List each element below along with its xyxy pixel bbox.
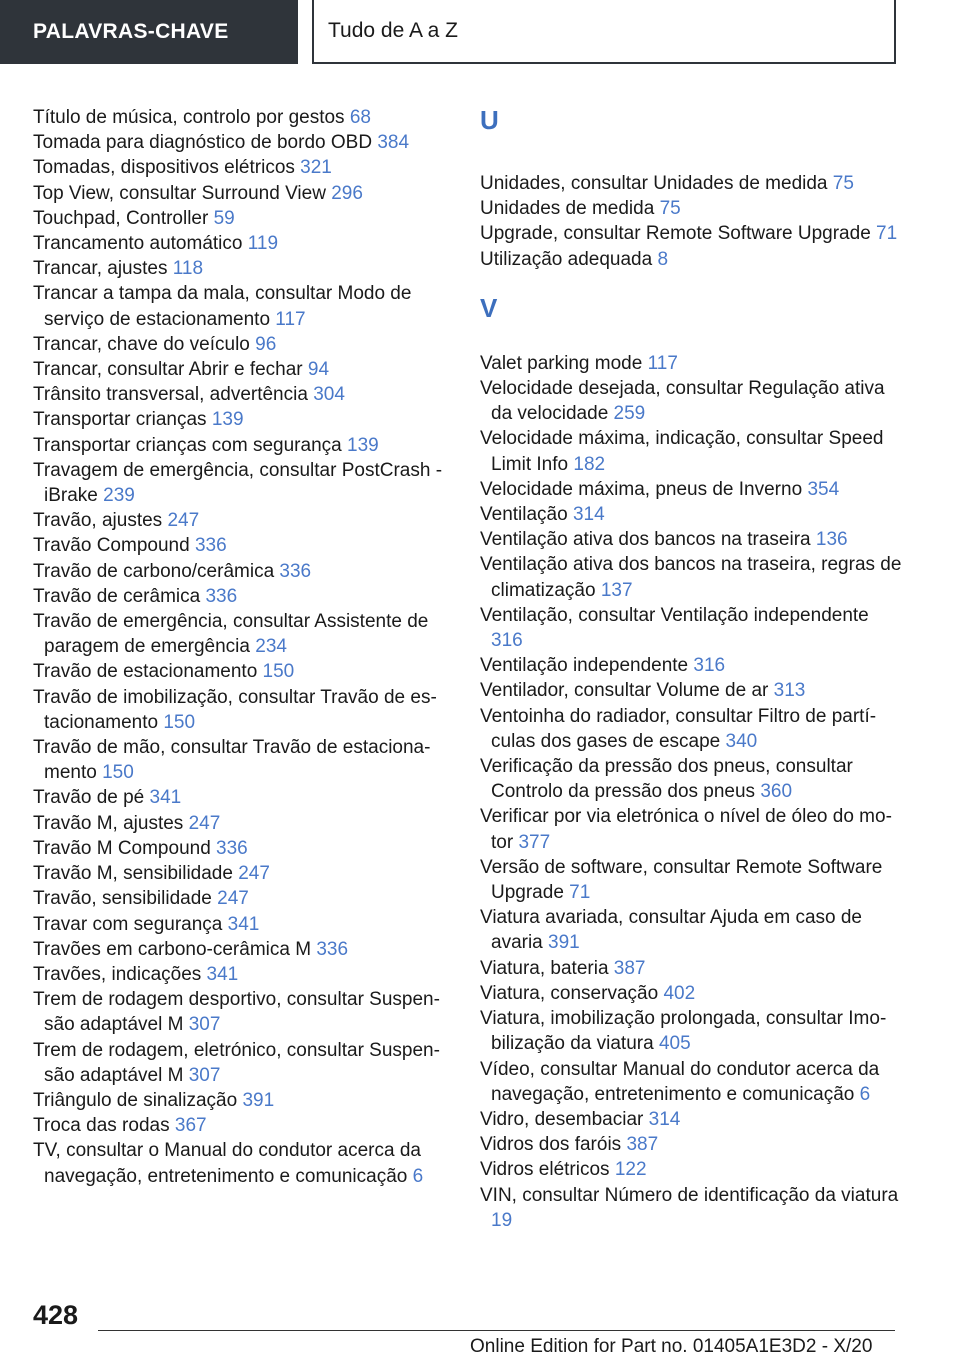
index-entry bbox=[33, 256, 453, 281]
index-entry bbox=[33, 811, 453, 836]
index-column-left bbox=[33, 105, 453, 1189]
index-entry bbox=[480, 351, 905, 376]
index-entry bbox=[33, 836, 453, 861]
index-entry-text: Velocidade máxima, pneus de Inverno bbox=[480, 478, 803, 500]
index-entry bbox=[480, 376, 905, 426]
index-entry bbox=[33, 1088, 453, 1113]
index-entry-text: Ventilador, consultar Volume de ar bbox=[480, 680, 769, 702]
index-entry-text: Versão de software, consultar Remote Software Upgrade bbox=[480, 856, 883, 904]
index-entry-text: Travão, ajustes bbox=[33, 510, 163, 532]
index-entry-text: Travão de imobilização, consultar Travão de estacionamento bbox=[33, 686, 437, 733]
index-entry bbox=[33, 231, 453, 256]
index-entry-text: Vidros dos faróis bbox=[480, 1134, 622, 1156]
index-entry-text: Travão M, ajustes bbox=[33, 812, 184, 834]
page-header bbox=[0, 0, 960, 66]
index-entry bbox=[33, 206, 453, 231]
index-entry-text: TV, consultar o Manual do condutor acerca da navegação, entretenimento e comunicação bbox=[33, 1140, 421, 1187]
page-reference-link[interactable]: 117 bbox=[275, 308, 306, 330]
index-entry-text: Verificação da pressão dos pneus, consultar Controlo da pressão dos pneus bbox=[480, 756, 853, 803]
index-entry bbox=[480, 1057, 905, 1107]
footer-rule bbox=[98, 1330, 895, 1331]
page-reference-link[interactable]: 336 bbox=[194, 535, 227, 557]
page-reference-link[interactable]: 321 bbox=[300, 157, 332, 179]
page-reference-link[interactable]: 150 bbox=[262, 661, 295, 683]
index-entry-text: Ventoinha do radiador, consultar Filtro de partículas dos gases de escape bbox=[480, 705, 877, 752]
index-entry-text: Viatura avariada, consultar Ajuda em caso de avaria bbox=[480, 907, 862, 954]
index-entry-text: Ventilação bbox=[480, 504, 568, 526]
index-entry-text: Trem de rodagem desportivo, consultar Suspensão adaptável M bbox=[33, 989, 440, 1036]
page-reference-link[interactable]: 377 bbox=[518, 831, 551, 853]
index-entry-text: Travão de estacionamento bbox=[33, 661, 258, 683]
index-entry-text: Tomada para diagnóstico de bordo OBD bbox=[33, 132, 373, 154]
index-entry-text: Trancar, chave do veículo bbox=[33, 333, 250, 355]
index-entry-text: Trancar a tampa da mala, consultar Modo de serviço de estacionamento bbox=[33, 283, 412, 330]
page-reference-link[interactable]: 118 bbox=[172, 258, 204, 280]
page-reference-link[interactable]: 316 bbox=[491, 630, 523, 652]
index-entry bbox=[480, 527, 905, 552]
index-entry bbox=[33, 559, 453, 584]
index-entry-text: Travão de emergência, consultar Assistente de paragem de emergência bbox=[33, 611, 429, 658]
index-entry bbox=[480, 1132, 905, 1157]
index-entry bbox=[480, 678, 905, 703]
page-number: 428 bbox=[33, 1300, 79, 1330]
index-entry-text: Travão de cerâmica bbox=[33, 585, 201, 607]
index-entry bbox=[480, 1006, 905, 1056]
index-entry-text: Vidros elétricos bbox=[480, 1159, 610, 1181]
index-entry-text: Transportar crianças bbox=[33, 409, 207, 431]
page-reference-link[interactable]: 139 bbox=[211, 409, 244, 431]
page-reference-link[interactable]: 341 bbox=[206, 963, 239, 985]
page-reference-link[interactable]: 75 bbox=[659, 198, 681, 220]
page-reference-link[interactable]: 314 bbox=[648, 1108, 681, 1130]
page-reference-link[interactable]: 316 bbox=[693, 655, 726, 677]
index-entry-text: Utilização adequada bbox=[480, 248, 653, 270]
index-entry bbox=[33, 912, 453, 937]
index-entry bbox=[33, 281, 453, 331]
index-entry bbox=[480, 221, 905, 246]
index-entry-text: Travões, indicações bbox=[33, 963, 202, 985]
page-reference-link[interactable]: 247 bbox=[217, 888, 249, 910]
index-entry bbox=[480, 171, 905, 196]
page-reference-link[interactable]: 354 bbox=[807, 478, 840, 500]
index-entry bbox=[33, 886, 453, 911]
index-entry bbox=[33, 458, 453, 508]
page-reference-link[interactable]: 239 bbox=[103, 485, 135, 507]
index-entry bbox=[33, 130, 453, 155]
index-entry-text: Viatura, conservação bbox=[480, 982, 659, 1004]
index-entry-text: Velocidade máxima, indicação, consultar Speed Limit Info bbox=[480, 428, 884, 475]
page-reference-link[interactable]: 384 bbox=[377, 132, 410, 154]
index-entry bbox=[33, 105, 453, 130]
section-letter-u: U bbox=[480, 105, 499, 135]
index-entry bbox=[33, 584, 453, 609]
page-reference-link[interactable]: 59 bbox=[213, 207, 235, 229]
page-reference-link[interactable]: 336 bbox=[216, 837, 248, 859]
index-entry bbox=[480, 477, 905, 502]
index-entry-text: Travar com segurança bbox=[33, 913, 223, 935]
index-entry bbox=[480, 196, 905, 221]
index-entry bbox=[480, 704, 905, 754]
section-v-entries bbox=[480, 351, 905, 1233]
index-entry bbox=[33, 407, 453, 432]
page-reference-link[interactable]: 341 bbox=[227, 913, 260, 935]
page-reference-link[interactable]: 307 bbox=[188, 1014, 221, 1036]
index-entry-text: Vidro, desembaciar bbox=[480, 1108, 644, 1130]
index-entry bbox=[480, 804, 905, 854]
page-reference-link[interactable]: 387 bbox=[626, 1134, 659, 1156]
page-reference-link[interactable]: 19 bbox=[491, 1209, 513, 1231]
index-entry bbox=[33, 735, 453, 785]
page-reference-link[interactable]: 150 bbox=[102, 762, 134, 784]
page-reference-link[interactable]: 139 bbox=[347, 434, 379, 456]
page-reference-link[interactable]: 360 bbox=[760, 781, 793, 803]
index-entry bbox=[480, 426, 905, 476]
index-entry bbox=[480, 956, 905, 981]
index-entry bbox=[480, 502, 905, 527]
index-entry bbox=[33, 861, 453, 886]
index-entry bbox=[33, 609, 453, 659]
page-reference-link[interactable]: 182 bbox=[573, 453, 606, 475]
index-entry-text: Troca das rodas bbox=[33, 1115, 170, 1137]
index-entry bbox=[33, 155, 453, 180]
page-reference-link[interactable]: 122 bbox=[614, 1159, 647, 1181]
page-reference-link[interactable]: 119 bbox=[247, 233, 279, 255]
index-entry-text: Upgrade, consultar Remote Software Upgrade bbox=[480, 223, 871, 245]
index-entry-text: Unidades de medida bbox=[480, 198, 655, 220]
index-entry-text: Travão Compound bbox=[33, 535, 190, 557]
index-entry bbox=[480, 653, 905, 678]
page-reference-link[interactable]: 71 bbox=[876, 223, 898, 245]
page-reference-link[interactable]: 296 bbox=[331, 182, 363, 204]
page-reference-link[interactable]: 94 bbox=[307, 359, 330, 381]
index-entry bbox=[33, 382, 453, 407]
index-entry-text: Viatura, bateria bbox=[480, 957, 609, 979]
index-entry-text: Top View, consultar Surround View bbox=[33, 182, 326, 204]
index-entry bbox=[33, 357, 453, 382]
index-entry bbox=[480, 1107, 905, 1132]
index-entry bbox=[33, 685, 453, 735]
index-entry-text: Título de música, controlo por gestos bbox=[33, 107, 345, 128]
index-entry bbox=[33, 1038, 453, 1088]
index-entry-text: VIN, consultar Número de identificação da viatura bbox=[480, 1184, 899, 1206]
page-reference-link[interactable]: 405 bbox=[658, 1033, 691, 1055]
index-entry bbox=[33, 533, 453, 558]
index-entry bbox=[33, 508, 453, 533]
page-reference-link[interactable]: 247 bbox=[188, 812, 221, 834]
chapter-title: Tudo de A a Z bbox=[328, 19, 458, 42]
page-reference-link[interactable]: 391 bbox=[548, 932, 580, 954]
index-entry bbox=[33, 332, 453, 357]
index-column-right bbox=[480, 105, 905, 1233]
page-reference-link[interactable]: 247 bbox=[238, 863, 270, 885]
page-reference-link[interactable]: 402 bbox=[663, 982, 696, 1004]
page-reference-link[interactable]: 137 bbox=[600, 579, 633, 601]
page-reference-link[interactable]: 6 bbox=[412, 1165, 424, 1187]
page-reference-link[interactable]: 313 bbox=[773, 680, 806, 702]
index-entry bbox=[480, 603, 905, 653]
page-reference-link[interactable]: 6 bbox=[859, 1083, 871, 1105]
page-reference-link[interactable]: 304 bbox=[313, 384, 345, 406]
page-reference-link[interactable]: 234 bbox=[255, 636, 287, 658]
index-entry-text: Verificar por via eletrónica o nível de óleo do motor bbox=[480, 806, 892, 853]
index-entry-text: Travões em carbono-cerâmica M bbox=[33, 938, 312, 960]
page-reference-link[interactable]: 387 bbox=[613, 957, 646, 979]
page-reference-link[interactable]: 68 bbox=[349, 107, 371, 128]
index-entry bbox=[480, 1157, 905, 1182]
index-entry bbox=[480, 855, 905, 905]
section-letter-v: V bbox=[480, 292, 498, 323]
page-reference-link[interactable]: 247 bbox=[167, 510, 200, 532]
index-entry bbox=[33, 785, 453, 810]
page-reference-link[interactable]: 307 bbox=[188, 1064, 221, 1086]
index-entry bbox=[33, 987, 453, 1037]
page-reference-link[interactable]: 340 bbox=[725, 730, 758, 752]
index-entry-text: Travão de pé bbox=[33, 787, 145, 809]
page-reference-link[interactable]: 336 bbox=[279, 560, 312, 582]
index-entry bbox=[33, 181, 453, 206]
index-entry-text: Ventilação ativa dos bancos na traseira, regras de climatização bbox=[480, 554, 902, 601]
index-entry bbox=[480, 905, 905, 955]
index-entry bbox=[33, 962, 453, 987]
index-entry-text: Travão M, sensibilidade bbox=[33, 863, 233, 885]
page-reference-link[interactable]: 259 bbox=[613, 403, 646, 425]
page-reference-link[interactable]: 71 bbox=[569, 882, 591, 904]
index-entry bbox=[33, 433, 453, 458]
page-reference-link[interactable]: 117 bbox=[647, 352, 678, 374]
index-entry-text: Tomadas, dispositivos elétricos bbox=[33, 157, 295, 179]
index-entry-text: Unidades, consultar Unidades de medida bbox=[480, 173, 828, 194]
index-entry-text: Travão de mão, consultar Travão de estacionamento bbox=[33, 737, 431, 784]
index-entry-text: Travão, sensibilidade bbox=[33, 888, 212, 910]
index-entry-text: Transportar crianças com segurança bbox=[33, 434, 342, 456]
index-entry-text: Trem de rodagem, eletrónico, consultar Suspensão adaptável M bbox=[33, 1039, 440, 1086]
page-reference-link[interactable]: 367 bbox=[174, 1115, 207, 1137]
page-reference-link[interactable]: 150 bbox=[163, 711, 196, 733]
index-entry-text: Travão de carbono/cerâmica bbox=[33, 560, 275, 582]
chapter-tab bbox=[312, 0, 896, 64]
index-entry bbox=[33, 659, 453, 684]
index-entry-text: Travagem de emergência, consultar PostCrash - iBrake bbox=[33, 459, 443, 507]
page-reference-link[interactable]: 75 bbox=[832, 173, 854, 194]
page-reference-link[interactable]: 341 bbox=[149, 787, 182, 809]
index-entry-text: Triângulo de sinalização bbox=[33, 1089, 238, 1111]
index-entry bbox=[480, 1183, 905, 1233]
index-entry-text: Viatura, imobilização prolongada, consultar Imobilização da viatura bbox=[480, 1008, 887, 1055]
index-entry-text: Vídeo, consultar Manual do condutor acerca da navegação, entretenimento e comunicação bbox=[480, 1058, 880, 1105]
page-reference-link[interactable]: 336 bbox=[205, 585, 238, 607]
index-entry-text: Trancamento automático bbox=[33, 233, 243, 255]
index-entry-text: Ventilação, consultar Ventilação independente bbox=[480, 604, 869, 626]
index-entry-text: Ventilação independente bbox=[480, 655, 689, 677]
index-entry bbox=[480, 754, 905, 804]
section-label: PALAVRAS-CHAVE bbox=[33, 20, 229, 43]
edition-text: Online Edition for Part no. 01405A1E3D2 - X/20 bbox=[470, 1336, 873, 1357]
index-entry-text: Trânsito transversal, advertência bbox=[33, 384, 308, 406]
page-reference-link[interactable]: 96 bbox=[255, 333, 277, 355]
index-entry-text: Travão M Compound bbox=[33, 837, 211, 859]
index-entry bbox=[33, 1138, 453, 1188]
section-u-entries bbox=[480, 171, 905, 272]
index-entry-text: Velocidade desejada, consultar Regulação ativa da velocidade bbox=[480, 378, 885, 425]
page-reference-link[interactable]: 336 bbox=[316, 938, 349, 960]
index-entry-text: Trancar, consultar Abrir e fechar bbox=[33, 359, 303, 381]
index-entry bbox=[480, 981, 905, 1006]
section-tab bbox=[0, 0, 298, 64]
index-entry bbox=[480, 552, 905, 602]
index-entry bbox=[33, 937, 453, 962]
index-entry bbox=[480, 247, 905, 272]
page-reference-link[interactable]: 391 bbox=[242, 1089, 275, 1111]
index-entry-text: Valet parking mode bbox=[480, 352, 643, 374]
page-reference-link[interactable]: 314 bbox=[572, 504, 605, 526]
index-entry-text: Trancar, ajustes bbox=[33, 258, 168, 280]
page-reference-link[interactable]: 136 bbox=[815, 529, 848, 551]
page-reference-link[interactable]: 8 bbox=[657, 248, 669, 270]
index-entry bbox=[33, 1113, 453, 1138]
index-entry-text: Touchpad, Controller bbox=[33, 207, 209, 229]
index-entry-text: Ventilação ativa dos bancos na traseira bbox=[480, 529, 811, 551]
